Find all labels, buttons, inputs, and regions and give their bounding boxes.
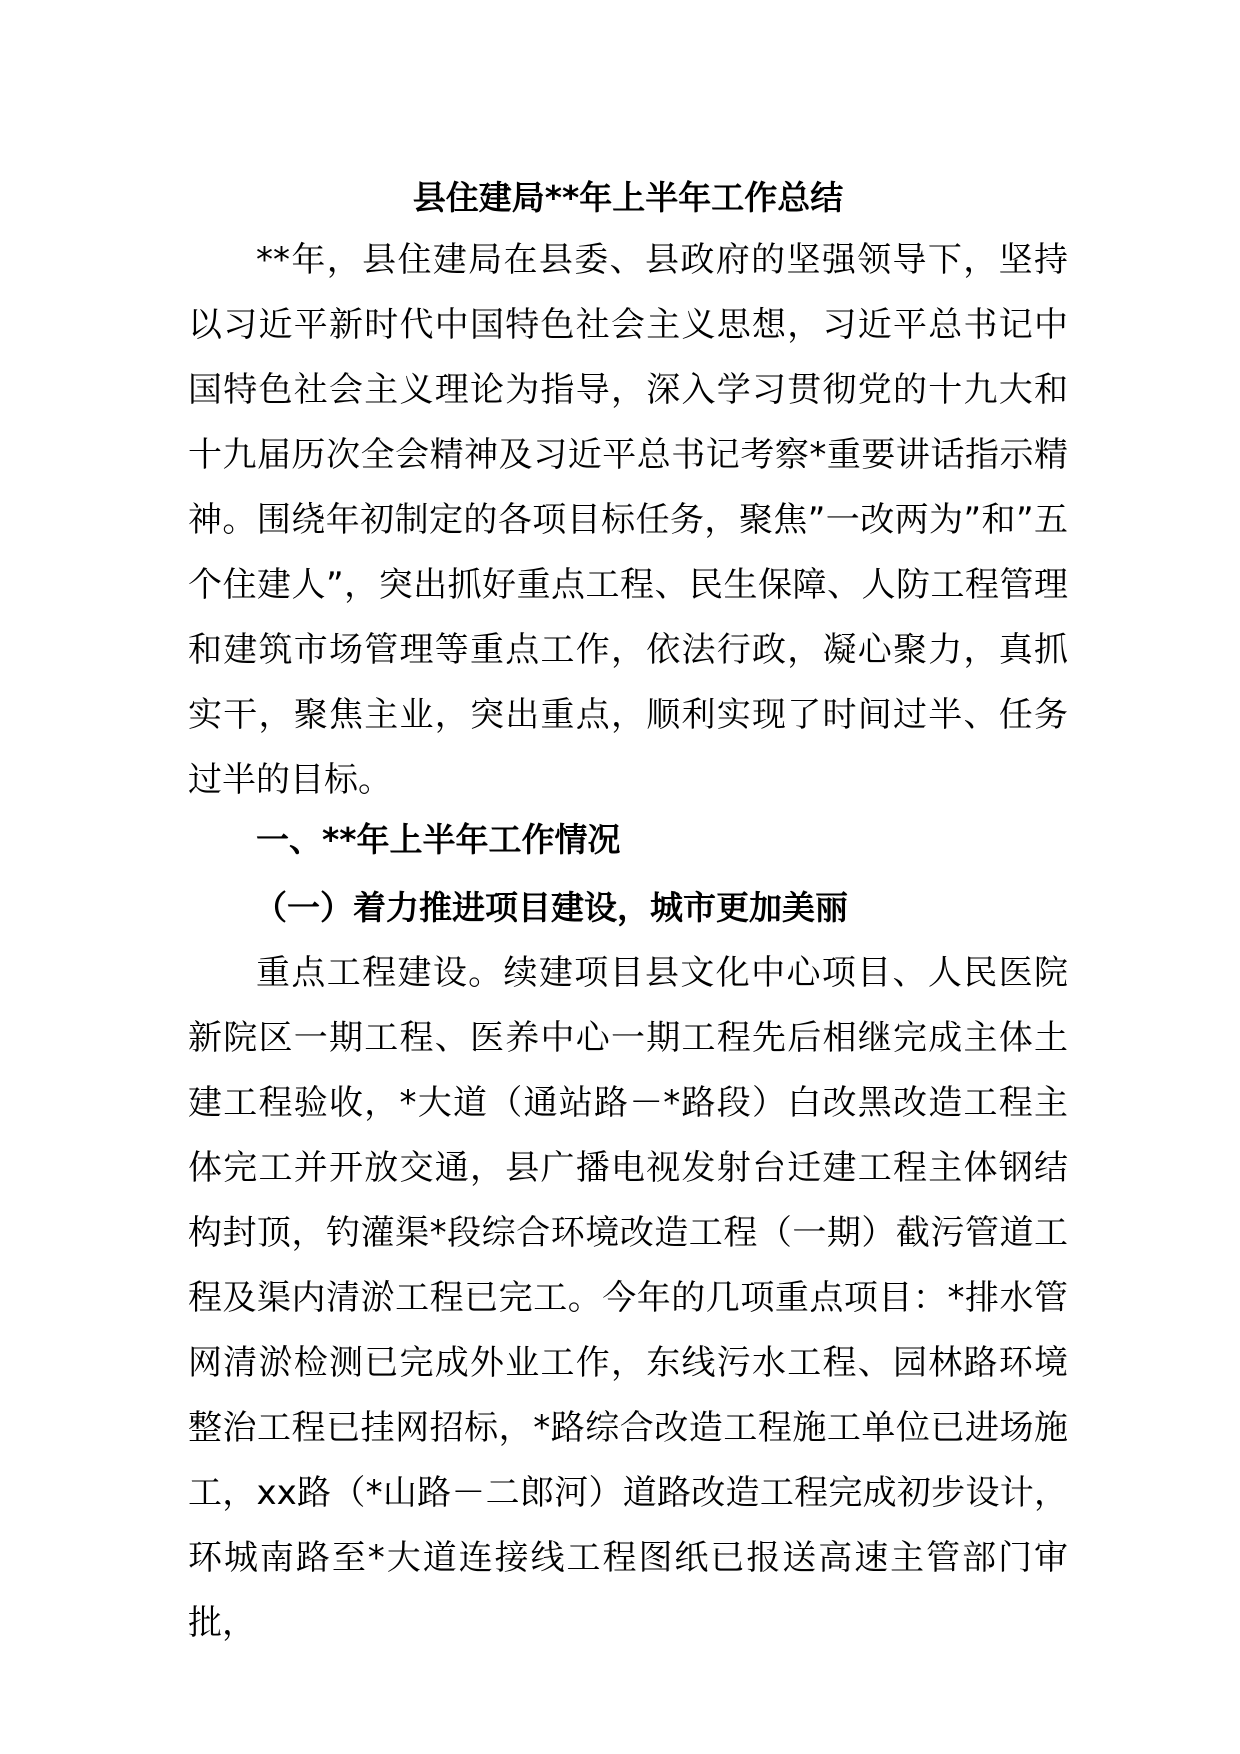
section-heading: 一、**年上半年工作情况 bbox=[256, 820, 621, 859]
subsection-paragraph: 重点工程建设。续建项目县文化中心项目、人民医院新院区一期工程、医养中心一期工程先后相继完成主体土建工程验收，*大道（通站路－*路段）白改黑改造工程主体完工并开放交通，县广播电视发射台迁建工程主体钢结构封顶，钓灌渠*段综合环境改造工程（一期）截污管道工程及渠内清淤工程已完工。今年的几项重点项目：*排水管网清淤检测已完成外业工作，东线污水工程、园林路环境整治工程已挂网招标，*路综合改造工程施工单位已进场施工，xx路（*山路－二郎河）道路改造工程完成初步设计，环城南路至*大道连接线工程图纸已报送高速主管部门审批， bbox=[188, 953, 1068, 1643]
document-title: 县住建局**年上半年工作总结 bbox=[412, 178, 844, 217]
subsection-heading: （一）着力推进项目建设，城市更加美丽 bbox=[254, 888, 848, 927]
intro-paragraph: **年，县住建局在县委、县政府的坚强领导下，坚持以习近平新时代中国特色社会主义思想，习近平总书记中国特色社会主义理论为指导，深入学习贯彻党的十九大和十九届历次全会精神及习近平总书记考察*重要讲话指示精神。围绕年初制定的各项目标任务，聚焦”一改两为”和”五个住建人”，突出抓好重点工程、民生保障、人防工程管理和建筑市场管理等重点工作，依法行政，凝心聚力，真抓实干，聚焦主业，突出重点，顺利实现了时间过半、任务过半的目标。 bbox=[188, 240, 1068, 800]
